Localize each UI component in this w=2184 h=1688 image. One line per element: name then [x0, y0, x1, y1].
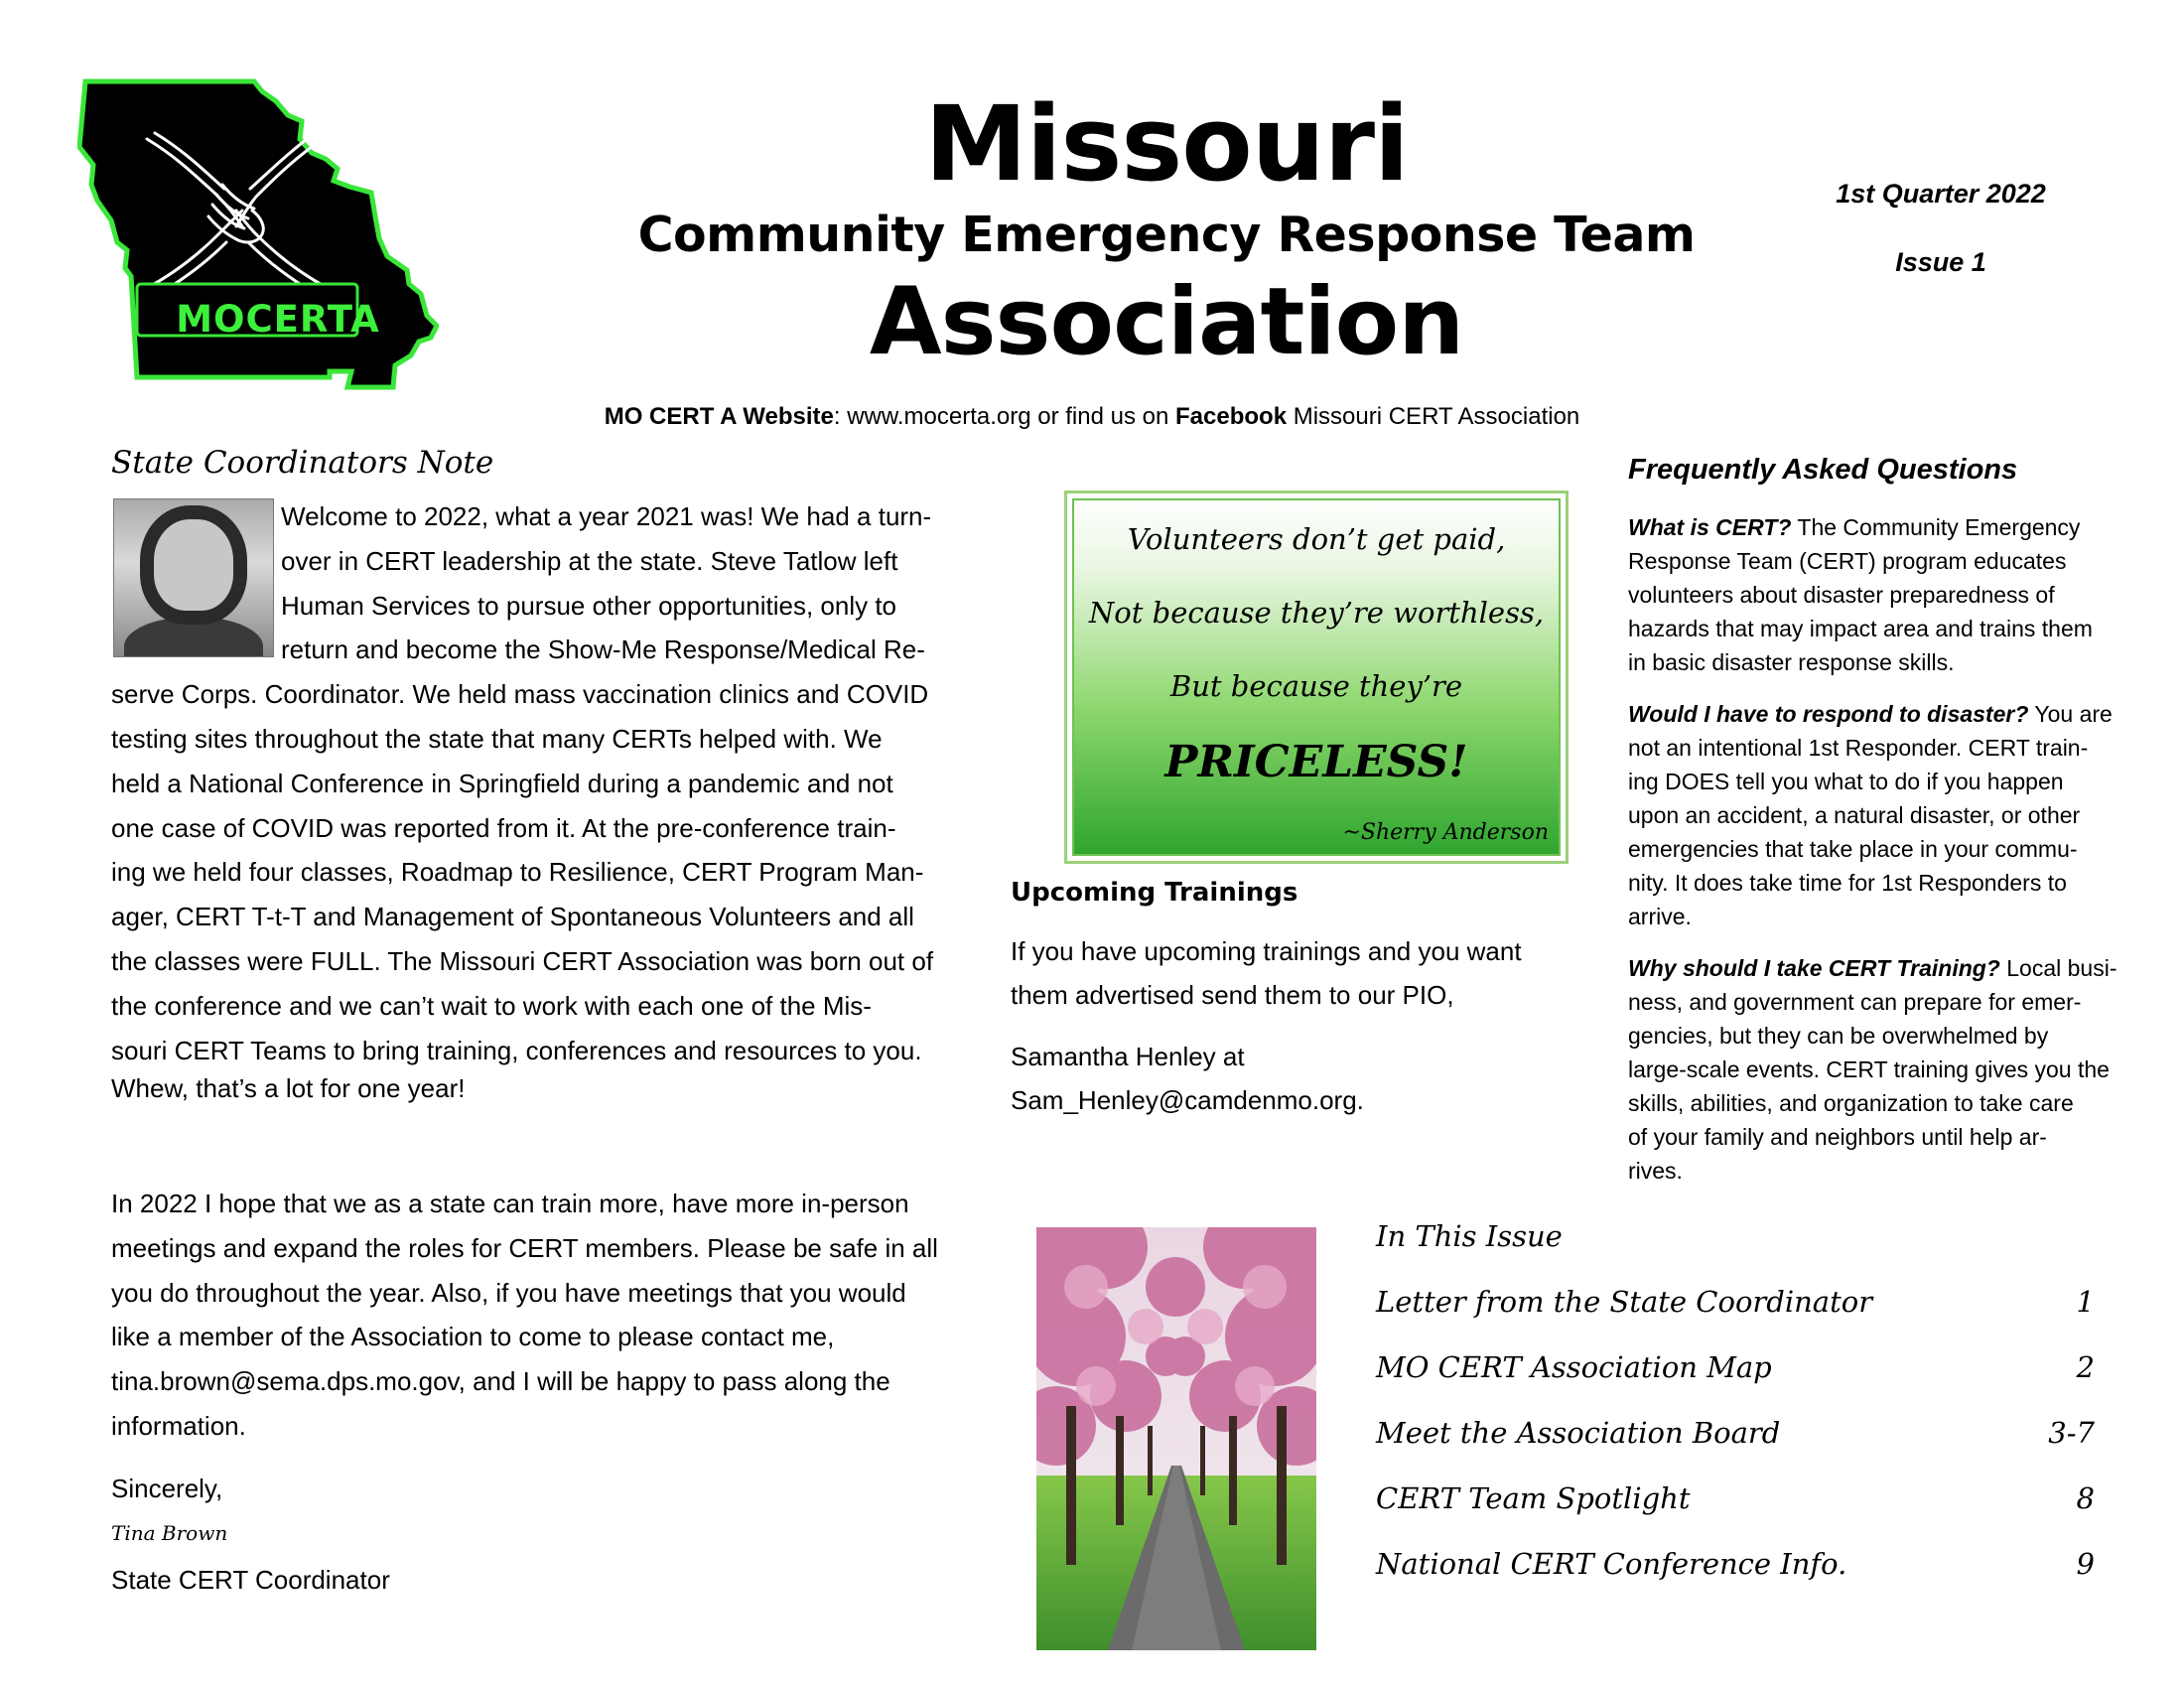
faq-answer-line: not an intentional 1st Responder. CERT train- [1628, 735, 2089, 761]
toc-item[interactable] [1376, 1481, 2095, 1521]
paragraph-line: like a member of the Association to come to please contact me, [111, 1322, 835, 1352]
faq-first-line [1628, 510, 2154, 544]
toc-heading: In This Issue [1376, 1219, 1563, 1253]
masthead-subtitle: Community Emergency Response Team [637, 207, 1696, 263]
toc-item-label: National CERT Conference Info. [1376, 1547, 1847, 1581]
paragraph-line: serve Corps. Coordinator. We held mass vaccination clinics and COVID [111, 679, 929, 710]
toc-item[interactable] [1376, 1285, 2095, 1325]
faq-answer-start: The Community Emergency [1791, 514, 2081, 540]
toc-item[interactable] [1376, 1416, 2095, 1456]
faq-question: What is CERT? [1628, 514, 1792, 540]
toc-item-page: 9 [2076, 1547, 2095, 1581]
faq-first-line [1628, 697, 2154, 731]
faq-answer-line: ness, and government can prepare for emer- [1628, 989, 2082, 1015]
facebook-label: Facebook [1175, 403, 1288, 430]
logo-text: MOCERTA [176, 298, 380, 341]
masthead-title-missouri: Missouri [924, 83, 1409, 205]
faq-answer-line: rives. [1628, 1158, 1683, 1184]
toc-item-label: Meet the Association Board [1376, 1416, 1781, 1450]
paragraph-line: information. [111, 1410, 246, 1441]
paragraph-line: over in CERT leadership at the state. Steve Tatlow left [281, 545, 898, 576]
trainings-heading: Upcoming Trainings [1011, 878, 1298, 908]
quote-line-3: But because they’re [1169, 669, 1463, 703]
coordinator-heading: State Coordinators Note [111, 445, 494, 481]
paragraph-line: Welcome to 2022, what a year 2021 was! We had a turn- [281, 501, 932, 531]
paragraph-line: tina.brown@sema.dps.mo.gov, and I will be happy to pass along the [111, 1366, 890, 1397]
signature: Tina Brown [111, 1521, 228, 1545]
paragraph-line: held a National Conference in Springfield during a pandemic and not [111, 768, 893, 798]
faq-answer-line: skills, abilities, and organization to take care [1628, 1090, 2074, 1116]
website-line [298, 403, 1886, 431]
toc-item[interactable] [1376, 1547, 2095, 1587]
signer-title: State CERT Coordinator [111, 1565, 390, 1595]
toc-item[interactable] [1376, 1350, 2095, 1390]
faq-answer-line: arrive. [1628, 904, 1692, 929]
closing: Sincerely, [111, 1474, 223, 1503]
faq-answer-start: You are [2028, 701, 2113, 727]
toc-item-page: 8 [2076, 1481, 2095, 1515]
paragraph-line: them advertised send them to our PIO, [1011, 980, 1454, 1010]
faq-item [1628, 697, 2154, 933]
faq-answer-start: Local busi- [1999, 955, 2117, 981]
paragraph-line: meetings and expand the roles for CERT members. Please be safe in all [111, 1232, 938, 1263]
paragraph-line: ing we held four classes, Roadmap to Resilience, CERT Program Man- [111, 857, 924, 888]
toc-item-label: MO CERT Association Map [1376, 1350, 1772, 1384]
trainings-paragraph-2 [1011, 1035, 1567, 1122]
faq-question: Why should I take CERT Training? [1628, 955, 2000, 981]
quote-line-1: Volunteers don’t get paid, [1127, 522, 1506, 556]
faq-answer-line: upon an accident, a natural disaster, or other [1628, 802, 2081, 828]
coordinator-paragraph-2: Whew, that’s a lot for one year! [111, 1073, 466, 1103]
pio-email-link[interactable]: Sam_Henley@camdenmo.org. [1011, 1085, 1364, 1115]
faq-question: Would I have to respond to disaster? [1628, 701, 2029, 727]
faq-answer-line: emergencies that take place in your commu- [1628, 836, 2078, 862]
toc-item-page: 2 [2076, 1350, 2095, 1384]
faq-answer-line: ing DOES tell you what to do if you happen [1628, 769, 2064, 794]
issue-number: Issue 1 [1895, 247, 1986, 277]
faq-first-line [1628, 951, 2154, 985]
paragraph-line: If you have upcoming trainings and you want [1011, 936, 1522, 966]
website-url-text: : www.mocerta.org or find us on [833, 403, 1176, 430]
toc-item-label: Letter from the State Coordinator [1376, 1285, 1873, 1319]
faq-answer-line: nity. It does take time for 1st Responders to [1628, 870, 2067, 896]
facebook-name: Missouri CERT Association [1287, 403, 1580, 430]
issue-quarter: 1st Quarter 2022 [1836, 179, 2046, 209]
mocerta-logo [77, 77, 439, 393]
masthead-title-association: Association [869, 268, 1464, 376]
paragraph-line: ager, CERT T-t-T and Management of Spontaneous Volunteers and all [111, 902, 914, 932]
faq-answer-line: of your family and neighbors until help ar- [1628, 1124, 2047, 1150]
coordinator-paragraph-1 [111, 494, 995, 1072]
paragraph-line: the classes were FULL. The Missouri CERT Association was born out of [111, 945, 934, 976]
faq-answer-line: large-scale events. CERT training gives you the [1628, 1056, 2110, 1082]
faq-answer-line: Response Team (CERT) program educates [1628, 548, 2067, 574]
blossom-path-photo [1036, 1227, 1316, 1650]
paragraph-line: return and become the Show-Me Response/Medical Re- [281, 634, 925, 665]
quote-panel [1072, 498, 1561, 856]
toc-item-label: CERT Team Spotlight [1376, 1481, 1691, 1515]
faq-heading: Frequently Asked Questions [1628, 454, 2018, 486]
quote-line-2: Not because they’re worthless, [1088, 596, 1545, 630]
faq-item [1628, 510, 2154, 679]
website-label: MO CERT A Website [604, 403, 834, 430]
coordinator-paragraph-3 [111, 1182, 995, 1449]
paragraph-line: you do throughout the year. Also, if you have meetings that you would [111, 1277, 906, 1308]
faq-answer-line: volunteers about disaster preparedness of [1628, 582, 2055, 608]
faq-answer-line: in basic disaster response skills. [1628, 649, 1955, 675]
faq-item [1628, 951, 2154, 1188]
paragraph-line: Samantha Henley at [1011, 1042, 1245, 1071]
quote-author: ~Sherry Anderson [1342, 820, 1549, 845]
trainings-paragraph-1 [1011, 929, 1567, 1017]
quote-box [1064, 491, 1569, 864]
paragraph-line: Human Services to pursue other opportunities, only to [281, 590, 897, 621]
quote-priceless: PRICELESS! [1164, 737, 1468, 787]
paragraph-line: In 2022 I hope that we as a state can train more, have more in-person [111, 1189, 909, 1218]
paragraph-line: one case of COVID was reported from it. At the pre-conference train- [111, 812, 896, 843]
paragraph-line: the conference and we can’t wait to work with each one of the Mis- [111, 990, 872, 1021]
toc-item-page: 3-7 [2048, 1416, 2095, 1450]
toc-item-page: 1 [2076, 1285, 2095, 1319]
paragraph-line: testing sites throughout the state that many CERTs helped with. We [111, 723, 883, 754]
paragraph-line: souri CERT Teams to bring training, conferences and resources to you. [111, 1035, 922, 1065]
faq-answer-line: gencies, but they can be overwhelmed by [1628, 1023, 2049, 1049]
faq-answer-line: hazards that may impact area and trains them [1628, 616, 2093, 641]
